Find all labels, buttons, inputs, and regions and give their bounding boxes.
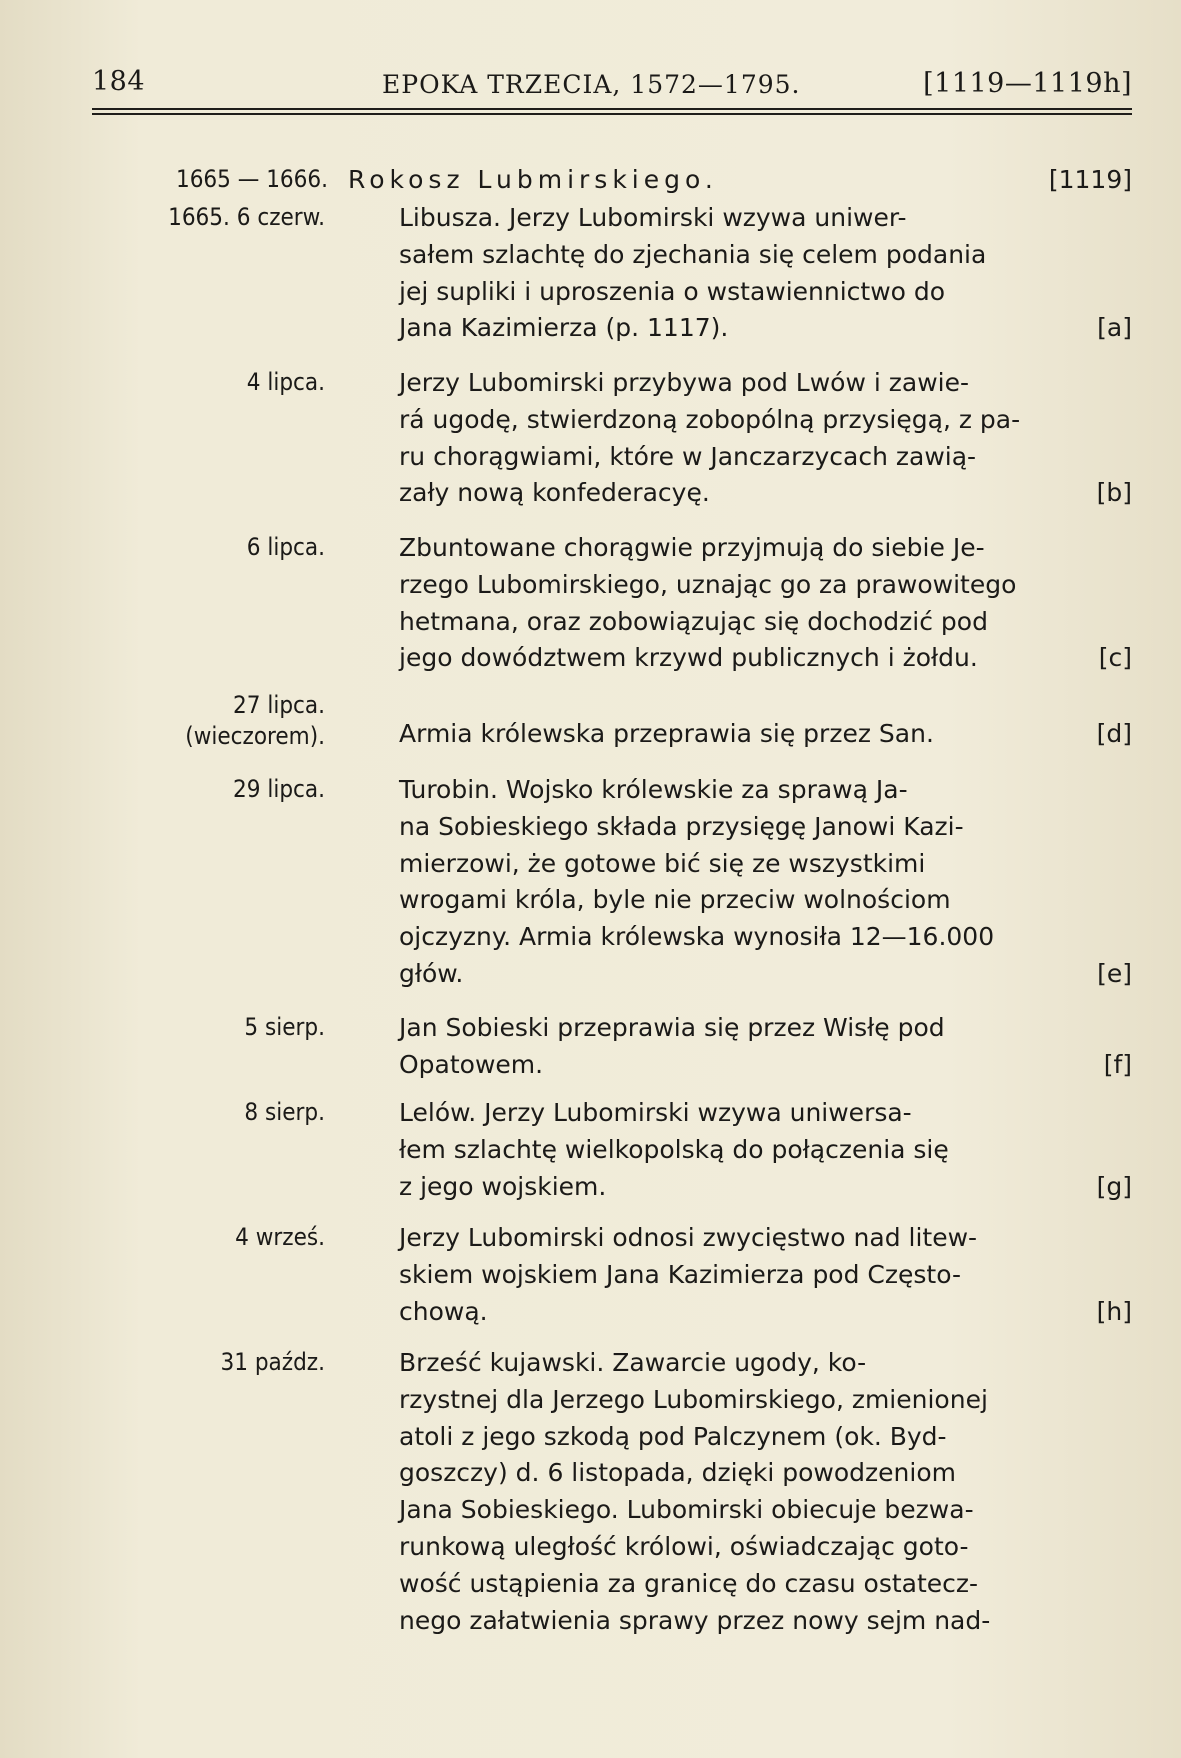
section-title: Rokosz Lubmirskiego.	[348, 165, 718, 194]
entry-date: 5 sierp.	[244, 1013, 325, 1041]
entry-mark: [f]	[1103, 1049, 1132, 1079]
header-rule-bottom	[92, 113, 1132, 115]
text-line: skiem wojskiem Jana Kazimierza pod Często-	[399, 1259, 961, 1289]
text-line: Jerzy Lubomirski przybywa pod Lwów i zawie-	[399, 368, 969, 397]
entry-text	[399, 716, 1132, 753]
entry-date: 1665. 6 czerw.	[168, 203, 325, 231]
text-line: Armia królewska przeprawia się przez San.	[399, 719, 934, 748]
text-line: jej supliki i uproszenia o wstawiennictwo do	[399, 276, 946, 306]
entry-mark: [a]	[1097, 313, 1132, 343]
text-line: goszczy) d. 6 listopada, dzięki powodzeniom	[399, 1458, 956, 1488]
text-line: chową.	[399, 1296, 488, 1326]
entry-text	[399, 1220, 1132, 1330]
text-line: Jana Kazimierza (p. 1117).	[399, 313, 729, 343]
text-line: głów.	[399, 958, 464, 988]
entry-date	[90, 690, 325, 752]
entry-date: 6 lipca.	[246, 533, 325, 561]
text-line: Lelów. Jerzy Lubomirski wzywa uniwersa-	[399, 1098, 912, 1127]
text-line: runkową uległość królowi, oświadczając goto-	[399, 1531, 969, 1561]
page-number: 184	[92, 66, 146, 97]
entry-mark: [e]	[1097, 958, 1132, 988]
text-line: ojczyzny. Armia królewska wynosiła 12—16.000	[399, 922, 995, 952]
header-rule-top	[92, 108, 1132, 110]
text-line: Libusza. Jerzy Lubomirski wzywa uniwer-	[399, 203, 907, 232]
entry-mark: [h]	[1096, 1296, 1132, 1326]
entry-mark: [c]	[1098, 643, 1132, 673]
text-line: Zbuntowane chorągwie przyjmują do siebie Je-	[399, 533, 985, 562]
entry-date: 8 sierp.	[244, 1098, 325, 1126]
entry-text	[399, 1010, 1132, 1084]
entry-text	[399, 530, 1132, 677]
text-line: atoli z jego szkodą pod Palczynem (ok. Byd-	[399, 1421, 947, 1451]
entry-date: 4 lipca.	[246, 368, 325, 396]
entry-text	[399, 772, 1132, 993]
text-line: rzystnej dla Jerzego Lubomirskiego, zmienionej	[399, 1384, 988, 1414]
entry-range: [1119—1119h]	[923, 68, 1132, 99]
running-header	[92, 62, 1132, 102]
section-heading-line	[348, 162, 1132, 199]
entry-mark: [d]	[1096, 719, 1132, 748]
running-title: EPOKA TRZECIA, 1572—1795.	[382, 70, 801, 99]
text-line: Turobin. Wojsko królewskie za sprawą Ja-	[399, 775, 908, 804]
text-line: na Sobieskiego składa przysięgę Janowi Kazi-	[399, 811, 964, 841]
text-line: Brześć kujawski. Zawarcie ugody, ko-	[399, 1348, 867, 1377]
text-line: sałem szlachtę do zjechania się celem podania	[399, 239, 987, 269]
date-line: 27 lipca.	[233, 691, 325, 719]
text-line: wrogami króla, byle nie przeciw wolnościom	[399, 885, 951, 915]
entry-mark: [g]	[1096, 1171, 1132, 1201]
entry-mark: [b]	[1096, 478, 1132, 508]
text-line: Jerzy Lubomirski odnosi zwycięstwo nad litew-	[399, 1223, 978, 1252]
text-line: jego dowództwem krzywd publicznych i żołdu.	[399, 643, 978, 673]
text-line: mierzowi, że gotowe bić się ze wszystkimi	[399, 848, 926, 878]
entry-text	[399, 1345, 1132, 1639]
text-line: rá ugodę, stwierdzoną zobopólną przysięgą, z pa-	[399, 404, 1021, 434]
text-line: rzego Lubomirskiego, uznając go za prawowitego	[399, 569, 1017, 599]
text-line: Opatowem.	[399, 1049, 544, 1079]
text-line: hetmana, oraz zobowiązując się dochodzić pod	[399, 606, 988, 636]
entry-text	[399, 200, 1132, 347]
text-line: nego załatwienia sprawy przez nowy sejm nad-	[399, 1605, 991, 1635]
text-line: Jan Sobieski przeprawia się przez Wisłę pod	[399, 1013, 945, 1042]
entry-date: 29 lipca.	[233, 775, 325, 803]
text-line: Jana Sobieskiego. Lubomirski obiecuje bezwa-	[399, 1495, 974, 1525]
section-date: 1665 — 1666.	[175, 165, 328, 193]
entry-date: 31 paźdz.	[220, 1348, 325, 1376]
entry-text	[399, 365, 1132, 512]
date-line: (wieczorem).	[185, 722, 325, 750]
entry-text	[399, 1095, 1132, 1205]
entry-date: 4 wrześ.	[235, 1223, 325, 1251]
text-line: ru chorągwiami, które w Janczarzycach zawią-	[399, 441, 977, 471]
section-mark: [1119]	[1048, 165, 1132, 194]
text-line: łem szlachtę wielkopolską do połączenia się	[399, 1134, 949, 1164]
text-line: zały nową konfederacyę.	[399, 478, 710, 508]
text-line: z jego wojskiem.	[399, 1171, 607, 1201]
text-line: wość ustąpienia za granicę do czasu ostatecz-	[399, 1568, 979, 1598]
